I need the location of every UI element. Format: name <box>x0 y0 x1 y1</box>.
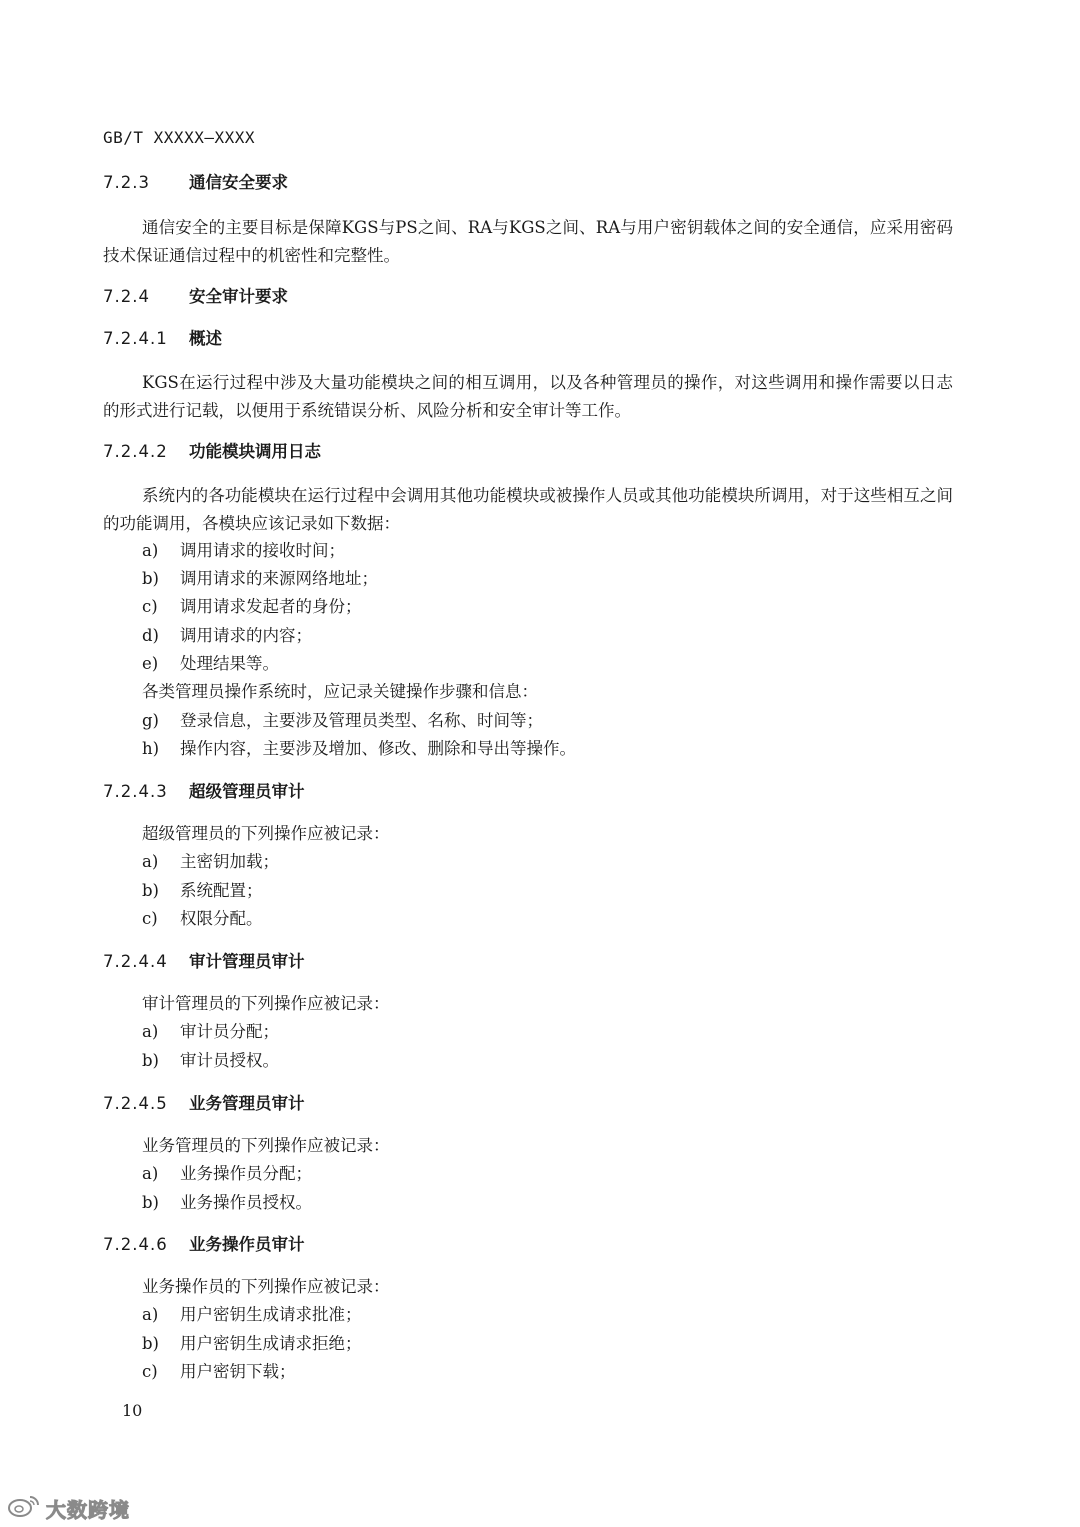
item-text: 处理结果等。 <box>180 654 279 673</box>
item-text: 调用请求的接收时间； <box>180 541 345 560</box>
item-text: 审计员授权。 <box>180 1051 279 1070</box>
item-text: 业务操作员授权。 <box>180 1193 312 1212</box>
item-text: 主密钥加载； <box>180 852 279 871</box>
section-number: 7.2.4.3 <box>103 782 168 801</box>
item-label: a) <box>142 541 159 560</box>
heading-7-2-4 <box>103 286 288 308</box>
list-item <box>142 652 279 676</box>
item-text: 审计员分配； <box>180 1022 279 1041</box>
watermark <box>6 1493 166 1523</box>
item-text: 调用请求发起者的身份； <box>180 597 362 616</box>
item-label: a) <box>142 1164 159 1183</box>
section-title: 概述 <box>189 329 222 348</box>
list-item <box>142 1049 279 1073</box>
item-label: e) <box>142 654 159 673</box>
list-item <box>142 907 263 931</box>
list-item <box>142 1191 312 1215</box>
section-number: 7.2.4.2 <box>103 442 168 461</box>
watermark-text: 大数跨境 <box>46 1497 130 1522</box>
list-item <box>142 567 378 591</box>
intro-line: 业务管理员的下列操作应被记录： <box>142 1136 390 1155</box>
section-number: 7.2.3 <box>103 173 150 192</box>
heading-7-2-3 <box>103 172 288 194</box>
item-label: g) <box>142 711 159 730</box>
list-item <box>142 1303 362 1327</box>
item-label: d) <box>142 626 159 645</box>
section-number: 7.2.4.5 <box>103 1094 168 1113</box>
item-label: a) <box>142 1305 159 1324</box>
section-title: 审计管理员审计 <box>189 952 305 971</box>
item-text: 用户密钥生成请求批准； <box>180 1305 362 1324</box>
heading-7-2-4-6 <box>103 1234 305 1256</box>
item-text: 用户密钥下载； <box>180 1362 296 1381</box>
item-label: a) <box>142 852 159 871</box>
list-item <box>142 1162 312 1186</box>
list-item <box>142 624 312 648</box>
list-item <box>142 1020 279 1044</box>
intro-line: 超级管理员的下列操作应被记录： <box>142 824 390 843</box>
list-item <box>142 1332 362 1356</box>
intro-line: 审计管理员的下列操作应被记录： <box>142 994 390 1013</box>
list-item <box>142 850 279 874</box>
section-title: 通信安全要求 <box>189 173 288 192</box>
sub-intro: 各类管理员操作系统时，应记录关键操作步骤和信息： <box>142 682 538 701</box>
item-label: b) <box>142 569 159 588</box>
item-text: 调用请求的来源网络地址； <box>180 569 378 588</box>
standard-code: GB/T XXXXX—XXXX <box>103 128 255 147</box>
heading-7-2-4-4 <box>103 951 305 973</box>
item-text: 业务操作员分配； <box>180 1164 312 1183</box>
heading-7-2-4-5 <box>103 1093 305 1115</box>
section-title: 超级管理员审计 <box>189 782 305 801</box>
item-label: c) <box>142 909 158 928</box>
section-number: 7.2.4.4 <box>103 952 168 971</box>
item-text: 系统配置； <box>180 881 263 900</box>
section-title: 安全审计要求 <box>189 287 288 306</box>
heading-7-2-4-3 <box>103 781 305 803</box>
paragraph-7-2-4-1: KGS在运行过程中涉及大量功能模块之间的相互调用，以及各种管理员的操作，对这些调用和操作需要以日志的形式进行记载，以便用于系统错误分析、风险分析和安全审计等工作。 <box>103 373 953 420</box>
item-text: 调用请求的内容； <box>180 626 312 645</box>
list-item <box>142 737 576 761</box>
paragraph-7-2-4-2: 系统内的各功能模块在运行过程中会调用其他功能模块或被操作人员或其他功能模块所调用，对于这些相互之间的功能调用，各模块应该记录如下数据： <box>103 486 953 533</box>
section-title: 业务操作员审计 <box>189 1235 305 1254</box>
intro-line: 业务操作员的下列操作应被记录： <box>142 1277 390 1296</box>
list-item <box>142 539 345 563</box>
item-text: 操作内容，主要涉及增加、修改、删除和导出等操作。 <box>180 739 576 758</box>
list-item <box>142 879 263 903</box>
weibo-logo-icon <box>6 1493 42 1523</box>
list-item <box>142 709 543 733</box>
item-label: c) <box>142 597 158 616</box>
item-label: a) <box>142 1022 159 1041</box>
item-label: h) <box>142 739 160 758</box>
item-text: 登录信息，主要涉及管理员类型、名称、时间等； <box>180 711 543 730</box>
page-number: 10 <box>122 1401 143 1420</box>
item-label: b) <box>142 1051 159 1070</box>
item-label: b) <box>142 1334 159 1353</box>
section-number: 7.2.4.6 <box>103 1235 168 1254</box>
item-label: c) <box>142 1362 158 1381</box>
item-text: 用户密钥生成请求拒绝； <box>180 1334 362 1353</box>
item-label: b) <box>142 1193 159 1212</box>
item-text: 权限分配。 <box>180 909 263 928</box>
section-number: 7.2.4 <box>103 287 150 306</box>
paragraph-7-2-3: 通信安全的主要目标是保障KGS与PS之间、RA与KGS之间、RA与用户密钥载体之间的安全通信，应采用密码技术保证通信过程中的机密性和完整性。 <box>103 218 953 265</box>
list-item <box>142 595 362 619</box>
section-title: 功能模块调用日志 <box>189 442 321 461</box>
item-label: b) <box>142 881 159 900</box>
section-title: 业务管理员审计 <box>189 1094 305 1113</box>
heading-7-2-4-1 <box>103 328 222 350</box>
section-number: 7.2.4.1 <box>103 329 168 348</box>
list-item <box>142 1360 296 1384</box>
heading-7-2-4-2 <box>103 441 321 463</box>
